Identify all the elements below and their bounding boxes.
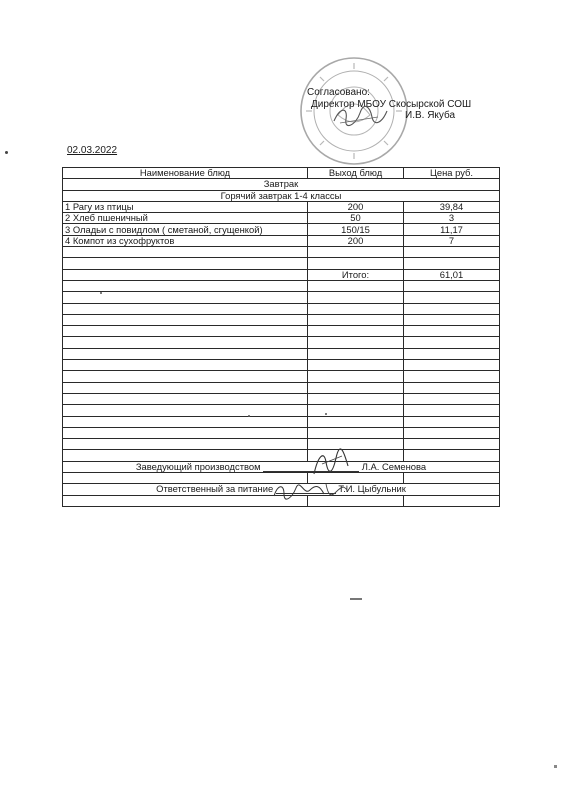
menu-date: 02.03.2022 (67, 145, 118, 156)
empty-row (63, 258, 500, 269)
empty-row (63, 337, 500, 348)
approval-heading: Согласовано: (307, 87, 370, 98)
submeal-title: Горячий завтрак 1-4 классы (63, 190, 500, 201)
manager-title: Заведующий производством (135, 461, 261, 472)
menu-table (62, 167, 500, 507)
director-signature (330, 103, 390, 129)
header-yield: Выход блюд (308, 168, 404, 179)
empty-row (63, 348, 500, 359)
empty-row (63, 314, 500, 325)
empty-row (63, 360, 500, 371)
dish-yield: 200 (308, 235, 404, 246)
scan-speck (100, 292, 102, 294)
empty-row (63, 393, 500, 404)
approval-name: И.В. Якуба (405, 110, 456, 121)
dish-name: 3 Оладьи с повидлом ( сметаной, сгущенкой) (63, 224, 308, 235)
empty-row (63, 371, 500, 382)
table-row (63, 224, 500, 235)
dish-price: 3 (404, 213, 500, 224)
table-row (63, 201, 500, 212)
manager-sign-row (63, 461, 500, 472)
empty-row (63, 292, 500, 303)
empty-row (63, 247, 500, 258)
total-label: Итого: (308, 269, 404, 280)
empty-row (63, 382, 500, 393)
responsible-title: Ответственный за питание (156, 483, 274, 495)
scan-speck (5, 151, 8, 154)
meal-row (63, 179, 500, 190)
meal-title: Завтрак (63, 179, 500, 190)
responsible-name: Т.И. Цыбульник (338, 483, 406, 495)
dish-yield: 200 (308, 201, 404, 212)
scan-speck (248, 415, 250, 417)
dish-price: 7 (404, 235, 500, 246)
empty-row (63, 280, 500, 291)
empty-row (63, 439, 500, 450)
empty-row (63, 450, 500, 461)
dish-price: 39,84 (404, 201, 500, 212)
header-row (63, 168, 500, 179)
approval-position: Директор МБОУ Скосырской СОШ (311, 98, 472, 110)
empty-row (63, 416, 500, 427)
empty-row (63, 427, 500, 438)
dish-name: 1 Рагу из птицы (63, 201, 308, 212)
empty-row (63, 326, 500, 337)
empty-row (63, 405, 500, 416)
dish-yield: 150/15 (308, 224, 404, 235)
empty-row (63, 303, 500, 314)
total-row (63, 269, 500, 280)
header-dish-name: Наименование блюд (63, 168, 308, 179)
submeal-row (63, 190, 500, 201)
scan-speck (350, 598, 362, 600)
table-row (63, 213, 500, 224)
dish-yield: 50 (308, 213, 404, 224)
total-value: 61,01 (404, 269, 500, 280)
manager-signature (308, 448, 352, 478)
table-row (63, 235, 500, 246)
manager-name: Л.А. Семенова (361, 461, 427, 472)
responsible-signature (270, 480, 350, 502)
dish-name: 2 Хлеб пшеничный (63, 213, 308, 224)
dish-name: 4 Компот из сухофруктов (63, 235, 308, 246)
header-price: Цена руб. (404, 168, 500, 179)
scan-speck (325, 413, 327, 415)
dish-price: 11,17 (404, 224, 500, 235)
scan-speck (554, 765, 557, 768)
